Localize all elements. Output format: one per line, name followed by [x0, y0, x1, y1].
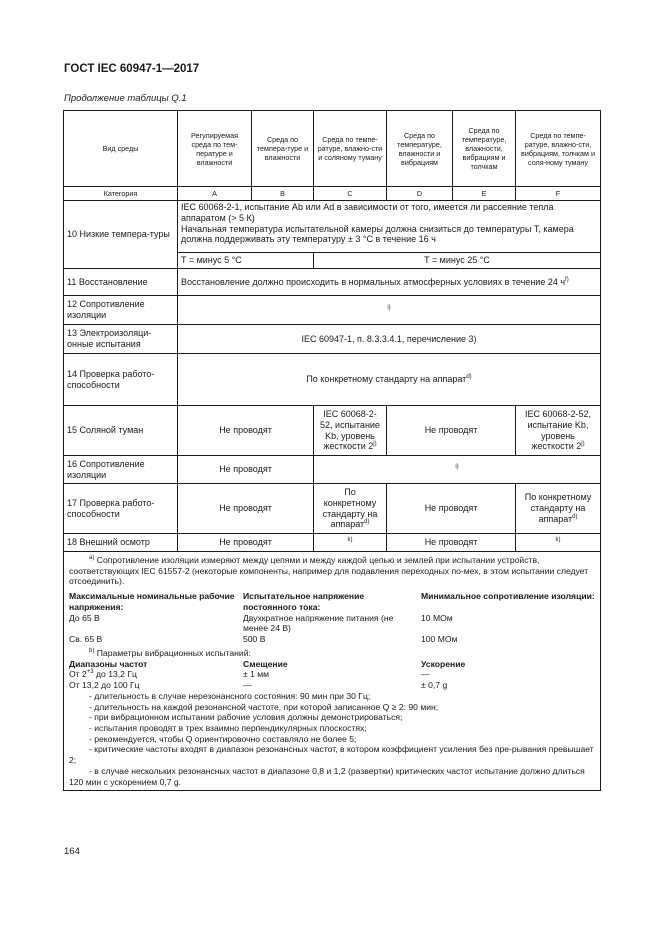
- category-d: D: [387, 187, 453, 201]
- vibration-params: Диапазоны частот Смещение Ускорение От $2^{+3}$ до 13,2 Гц ± 1 мм — От 13,2 до 100 Гц — ± 0,7 g: [69, 658, 466, 691]
- list-item: - в случае нескольких резонансных частот в диапазоне 0,8 и 1,2 (развертки) критических частот испытание должно длиться 120 мин с ускорением 0,7 g.: [69, 765, 585, 787]
- operability-2-f: По конкретному стандарту на аппарат$^{d)}$: [516, 484, 601, 534]
- row-label-recovery: 11 Восстановление: [64, 269, 178, 296]
- list-item: - длительность в случае нерезонансного состояния: 90 мин при 30 Гц;: [89, 690, 371, 701]
- recovery-text: Восстановление должно происходить в нормальных атмосферных условиях в течение 24 $ч^{f)}$: [178, 269, 601, 296]
- page-number: 164: [64, 846, 80, 857]
- visual-inspection-de: Не проводят: [387, 534, 516, 552]
- row-label-insulation-2: 16 Сопротивление изоляции: [64, 456, 178, 484]
- row-label-operability-1: 14 Проверка работо-способности: [64, 354, 178, 406]
- visual-inspection-f: k): [516, 534, 601, 552]
- operability-1-text: По конкретному стандарту на аппарат$^{d)}$: [178, 354, 601, 406]
- category-f: F: [516, 187, 601, 201]
- document-title: ГОСТ IEC 60947-1—2017: [64, 63, 200, 75]
- category-e: E: [453, 187, 516, 201]
- salt-fog-de: Не проводят: [387, 406, 516, 456]
- footnote-b: $^{b)}$ Параметры вибрационных испытаний:: [89, 647, 251, 658]
- col-header-environment: Вид среды: [64, 111, 178, 187]
- salt-fog-f: IEC 60068-2-52, испытание Kb, уровень жесткости 2$^{j)}$: [516, 406, 601, 456]
- dielectric-text: IEC 60947-1, п. 8.3.3.4.1, перечисление 3): [178, 325, 601, 354]
- low-temperature-cf: T = минус 25 °C: [314, 253, 601, 269]
- row-label-operability-2: 17 Проверка работо-способности: [64, 484, 178, 534]
- operability-2-de: Не проводят: [387, 484, 516, 534]
- col-header-e: Среда по температуре, влажности, вибрациям и толчкам: [453, 111, 516, 187]
- table-footnotes: [64, 552, 601, 791]
- vibration-conditions-list: [69, 691, 595, 788]
- col-header-c: Среда по темпе-ратуре, влажно-сти и соляному туману: [314, 111, 387, 187]
- insulation-2-cf: i): [314, 456, 601, 484]
- insulation-2-ab: Не проводят: [178, 456, 314, 484]
- col-header-a: Регулируемая среда по тем-пературе и влажности: [178, 111, 252, 187]
- low-temperature-ab: T = минус 5 °C: [178, 253, 314, 269]
- row-label-insulation-1: 12 Сопротивление изоляции: [64, 296, 178, 325]
- salt-fog-c: IEC 60068-2-52, испытание Kb, уровень жесткости 2$^{j)}$: [314, 406, 387, 456]
- list-item: - при вибрационном испытании рабочие условия должны демонстрироваться;: [89, 712, 403, 723]
- visual-inspection-c: k): [314, 534, 387, 552]
- environment-test-table: [63, 110, 601, 791]
- category-label: Категория: [64, 187, 178, 201]
- row-label-salt-fog: 15 Соляной туман: [64, 406, 178, 456]
- salt-fog-ab: Не проводят: [178, 406, 314, 456]
- visual-inspection-ab: Не проводят: [178, 534, 314, 552]
- category-c: C: [314, 187, 387, 201]
- category-b: B: [252, 187, 314, 201]
- operability-2-c: По конкретному стандарту на аппарат$^{d)}$: [314, 484, 387, 534]
- row-label-low-temperature: 10 Низкие темпера-туры: [64, 201, 178, 269]
- footnote-a: $^{a)}$ Сопротивление изоляции измеряют между цепями и между каждой цепью и землей при испытании устройств, соответствующих IEC 61557-2 (некоторые компоненты, например для подавления переходных по-мех, в этом испытании следует отсоединить).: [69, 555, 589, 587]
- list-item: - критические частоты входят в диапазон резонансных частот, в котором коэффициент усиления без пре-рывания превышает 2;: [69, 744, 594, 766]
- insulation-1-note: i): [178, 296, 601, 325]
- category-a: A: [178, 187, 252, 201]
- list-item: - длительность на каждой резонансной частоте, при которой записанное Q ≥ 2: 90 мин;: [89, 701, 439, 712]
- row-label-dielectric: 13 Электроизоляци-онные испытания: [64, 325, 178, 354]
- col-header-f: Среда по темпе-ратуре, влажно-сти, вибрациям, толчкам и соля-ному туману: [516, 111, 601, 187]
- operability-2-ab: Не проводят: [178, 484, 314, 534]
- insulation-params: Максимальные номинальные рабочие напряжения: Испытательное напряжение постоянного тока: Минимальное сопротивление изоляции: До 65 В Двухкратное напряжение питания (не менее 24 В) 10 МОм Св. 65 В 500 В 100 МОм: [69, 591, 595, 645]
- list-item: - рекомендуется, чтобы Q ориентировочно составляло не более 5;: [89, 733, 357, 744]
- table-continuation-caption: Продолжение таблицы Q.1: [64, 93, 187, 104]
- col-header-d: Среда по температуре, влажности и вибрациям: [387, 111, 453, 187]
- list-item: - испытания проводят в трех взаимно перпендикулярных плоскостях;: [89, 723, 367, 734]
- low-temperature-description: IEC 60068-2-1, испытание Ab или Ad в зависимости от того, имеется ли рассеяние тепла аппаратом (> 5 К) Начальная температура испытательной камеры должна снизиться до температуры T, камера должна поддерживать эту температуру ± 3 °C в течение 16 ч: [178, 201, 601, 253]
- col-header-b: Среда по темпера-туре и влажности: [252, 111, 314, 187]
- row-label-visual-inspection: 18 Внешний осмотр: [64, 534, 178, 552]
